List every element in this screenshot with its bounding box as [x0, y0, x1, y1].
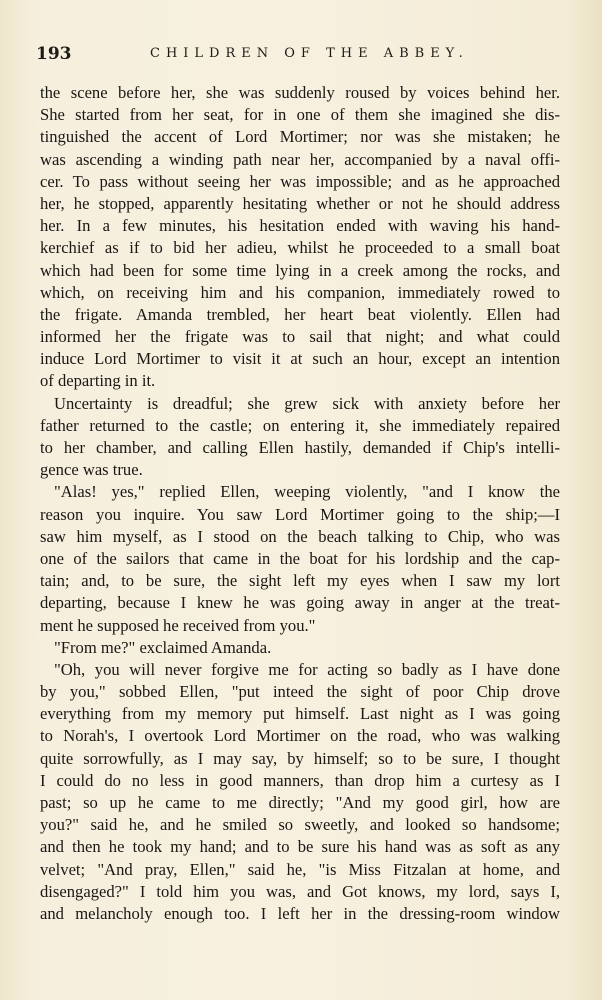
text-line: tain; and, to be sure, the sight left my eyes when I saw my lort — [40, 571, 560, 591]
text-line: ment he supposed he received from you." — [40, 615, 316, 635]
text-line: saw him myself, as I stood on the beach talking to Chip, who was — [40, 526, 560, 546]
running-title: CHILDREN OF THE ABBEY. — [150, 46, 469, 61]
text-line: of departing in it. — [40, 371, 156, 391]
text-line: informed her the frigate was to sail that night; and what could — [40, 327, 560, 347]
page-header — [36, 44, 562, 66]
text-line: her. In a few minutes, his hesitation ended with waving his hand- — [40, 216, 560, 236]
text-line: disengaged?" I told him you was, and Got knows, my lord, says I, — [40, 881, 560, 901]
text-line: you?" said he, and he smiled so sweetly, and looked so handsome; — [40, 815, 560, 835]
text-line: gence was true. — [40, 460, 143, 480]
text-line: to her chamber, and calling Ellen hastily, demanded if Chip's intelli- — [40, 438, 560, 457]
text-line: reason you inquire. You saw Lord Mortimer going to the ship;—I — [40, 504, 560, 524]
text-line: cer. To pass without seeing her was impossible; and as he approached — [40, 171, 560, 191]
text-line: quite sorrowfully, as I may say, by himself; so to be sure, I thought — [40, 748, 560, 768]
page-number: 193 — [36, 44, 72, 64]
text-line: "From me?" exclaimed Amanda. — [54, 637, 272, 657]
text-line: the scene before her, she was suddenly roused by voices behind her. — [40, 83, 560, 102]
text-line: "Alas! yes," replied Ellen, weeping violently, "and I know the — [54, 482, 560, 502]
text-line: which, on receiving him and his companion, immediately rowed to — [40, 282, 560, 302]
text-line: velvet; "And pray, Ellen," said he, "is Miss Fitzalan at home, and — [40, 859, 560, 879]
text-line: "Oh, you will never forgive me for acting so badly as I have done — [54, 659, 560, 679]
text-line: past; so up he came to me directly; "And my good girl, how are — [40, 793, 560, 812]
text-line: the frigate. Amanda trembled, her heart beat violently. Ellen had — [40, 304, 560, 324]
text-line: departing, because I knew he was going away in anger at the treat- — [40, 593, 560, 613]
text-line: kerchief as if to bid her adieu, whilst he proceeded to a small boat — [40, 238, 560, 258]
text-line: to Norah's, I overtook Lord Mortimer on the road, who was walking — [40, 726, 560, 746]
text-line: tinguished the accent of Lord Mortimer; nor was she mistaken; he — [40, 127, 560, 147]
text-line: I could do no less in good manners, than drop him a curtesy as I — [40, 770, 560, 790]
text-line: and melancholy enough too. I left her in the dressing-room window — [40, 903, 560, 923]
text-line: was ascending a winding path near her, accompanied by a naval offi- — [40, 149, 560, 169]
text-line: her, he stopped, apparently hesitating whether or not he should address — [40, 193, 560, 213]
body-text — [40, 82, 560, 925]
text-line: induce Lord Mortimer to visit it at such an hour, except an intention — [40, 349, 560, 369]
text-line: everything from my memory put himself. Last night as I was going — [40, 704, 560, 724]
text-line: She started from her seat, for in one of them she imagined she dis- — [40, 105, 560, 125]
text-line: one of the sailors that came in the boat for his lordship and the cap- — [40, 548, 560, 568]
text-line: which had been for some time lying in a creek among the rocks, and — [40, 260, 560, 280]
text-line: father returned to the castle; on entering it, she immediately repaired — [40, 415, 560, 435]
text-line: and then he took my hand; and to be sure his hand was as soft as any — [40, 837, 560, 857]
text-line: by you," sobbed Ellen, "put inteed the sight of poor Chip drove — [40, 682, 560, 702]
text-line: Uncertainty is dreadful; she grew sick with anxiety before her — [54, 393, 560, 413]
